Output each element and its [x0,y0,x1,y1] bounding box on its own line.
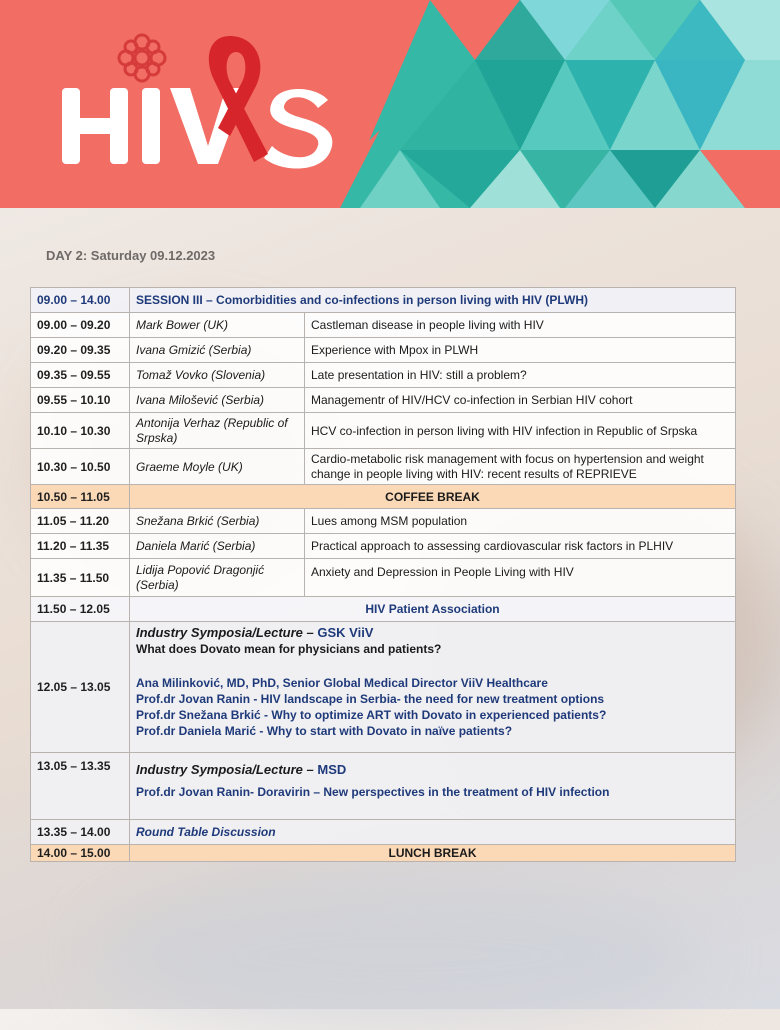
table-row [31,313,736,338]
msd-symposium-row [31,753,736,820]
gsk-subtitle: What does Dovato mean for physicians and patients? [136,642,442,656]
table-row [31,413,736,449]
round-table-time: 13.35 – 14.00 [31,820,130,845]
row-time: 10.10 – 10.30 [31,413,130,449]
gsk-brand: GSK ViiV [317,625,374,640]
assoc-label: HIV Patient Association [130,597,736,622]
row-speaker: Tomaž Vovko (Slovenia) [130,363,305,388]
row-speaker: Antonija Verhaz (Republic of Srpska) [130,413,305,449]
table-row [31,534,736,559]
row-time: 09.00 – 09.20 [31,313,130,338]
row-time: 09.55 – 10.10 [31,388,130,413]
row-topic: Anxiety and Depression in People Living with HIV [305,559,736,597]
association-row [31,597,736,622]
row-speaker: Graeme Moyle (UK) [130,449,305,485]
agenda-table [30,287,736,862]
row-topic: Lues among MSM population [305,509,736,534]
row-time: 10.30 – 10.50 [31,449,130,485]
row-speaker: Daniela Marić (Serbia) [130,534,305,559]
row-time: 09.35 – 09.55 [31,363,130,388]
row-time: 11.05 – 11.20 [31,509,130,534]
row-speaker: Ivana Gmizić (Serbia) [130,338,305,363]
row-topic: Practical approach to assessing cardiovascular risk factors in PLHIV [305,534,736,559]
row-speaker: Mark Bower (UK) [130,313,305,338]
gsk-line: Prof.dr Snežana Brkić - Why to optimize ART with Dovato in experienced patients? [136,708,607,722]
row-time: 09.20 – 09.35 [31,338,130,363]
msd-title [136,759,729,781]
header-banner [0,0,780,208]
table-row [31,338,736,363]
row-time: 11.20 – 11.35 [31,534,130,559]
row-topic: Cardio-metabolic risk management with focus on hypertension and weight change in people living with HIV: recent results of REPRIEVE [305,449,736,485]
coffee-break-row [31,485,736,509]
row-time: 11.35 – 11.50 [31,559,130,597]
table-row [31,509,736,534]
row-topic: HCV co-infection in person living with HIV infection in Republic of Srpska [305,413,736,449]
assoc-time: 11.50 – 12.05 [31,597,130,622]
round-table-row [31,820,736,845]
msd-brand: MSD [317,762,347,777]
table-row [31,363,736,388]
lunch-break-row [31,845,736,862]
logo-wordmark [58,30,338,180]
gsk-line: Prof.dr Daniela Marić - Why to start with Dovato in naïve patients? [136,724,513,738]
row-topic: Experience with Mpox in PLWH [305,338,736,363]
row-topic: Late presentation in HIV: still a problem? [305,363,736,388]
gsk-line: Ana Milinković, MD, PhD, Senior Global Medical Director ViiV Healthcare [136,676,548,690]
day-title: DAY 2: Saturday 09.12.2023 [46,248,216,263]
gsk-title [136,625,729,641]
coffee-label: COFFEE BREAK [130,485,736,509]
msd-content [130,753,736,820]
row-topic: Castleman disease in people living with HIV [305,313,736,338]
gsk-time: 12.05 – 13.05 [31,622,130,753]
coffee-time: 10.50 – 11.05 [31,485,130,509]
table-row [31,388,736,413]
session-title: SESSION III – Comorbidities and co-infections in person living with HIV (PLWH) [130,288,736,313]
table-row [31,559,736,597]
round-table-label: Round Table Discussion [130,820,736,845]
background-photo-3 [100,880,700,1030]
session-time: 09.00 – 14.00 [31,288,130,313]
msd-title-text: Industry Symposia/Lecture – [136,762,314,777]
table-row [31,449,736,485]
row-speaker: Lidija Popović Dragonjić (Serbia) [130,559,305,597]
logo [58,30,338,180]
gsk-symposium-row [31,622,736,753]
msd-line: Prof.dr Jovan Ranin- Doravirin – New perspectives in the treatment of HIV infection [136,785,610,799]
row-speaker: Snežana Brkić (Serbia) [130,509,305,534]
gsk-content [130,622,736,753]
lunch-time: 14.00 – 15.00 [31,845,130,862]
lunch-label: LUNCH BREAK [130,845,736,862]
row-topic: Managementr of HIV/HCV co-infection in Serbian HIV cohort [305,388,736,413]
gsk-line: Prof.dr Jovan Ranin - HIV landscape in Serbia- the need for new treatment options [136,692,605,706]
msd-time: 13.05 – 13.35 [31,753,130,820]
session-row [31,288,736,313]
row-speaker: Ivana Milošević (Serbia) [130,388,305,413]
gsk-title-text: Industry Symposia/Lecture – [136,625,314,640]
